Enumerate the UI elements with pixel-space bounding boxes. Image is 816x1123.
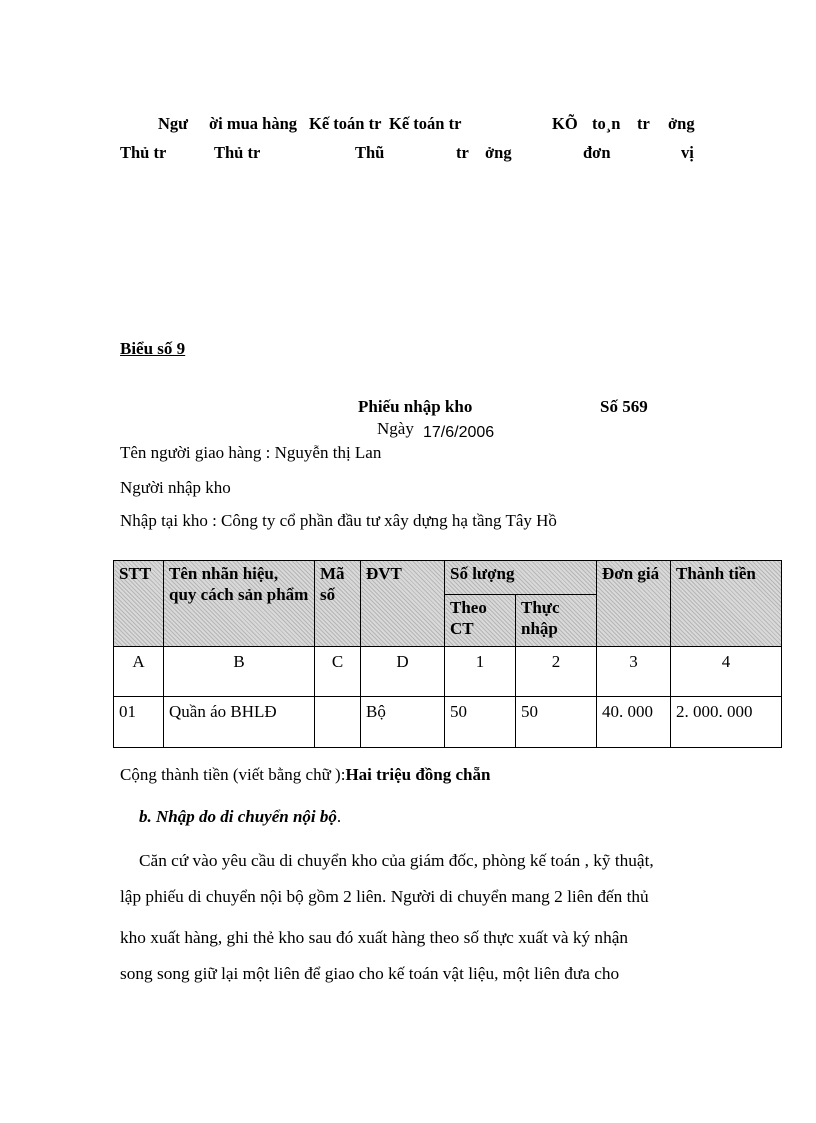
signature-keeper-2: Thủ tr bbox=[214, 143, 261, 162]
date-value: 17/6/2006 bbox=[423, 424, 495, 441]
signature-buyer-part2: ời mua hàng bbox=[209, 114, 297, 133]
paragraph-line: Căn cứ vào yêu cầu di chuyển kho của giám đốc, phòng kế toán , kỹ thuật, bbox=[139, 851, 654, 870]
code-cell: A bbox=[114, 647, 164, 697]
section-heading bbox=[139, 807, 341, 827]
header-product-name: Tên nhãn hiệu, quy cách sản phẩm bbox=[164, 561, 315, 647]
cell-qty-actual: 50 bbox=[516, 697, 597, 748]
form-code: Biểu số 9 bbox=[120, 339, 186, 358]
cell-unit: Bộ bbox=[361, 697, 445, 748]
code-cell: B bbox=[164, 647, 315, 697]
deliverer-field: Tên người giao hàng : Nguyễn thị Lan bbox=[120, 443, 382, 462]
cell-product-name: Quần áo BHLĐ bbox=[164, 697, 315, 748]
paragraph-line: lập phiếu di chuyển nội bộ gồm 2 liên. Người di chuyển mang 2 liên đến thủ bbox=[120, 887, 649, 906]
signature-chief-acc-3: tr bbox=[637, 114, 650, 133]
signature-chief-acc-2: to¸n bbox=[592, 114, 621, 133]
total-in-words bbox=[120, 765, 490, 785]
signature-buyer-part1: Ngư bbox=[158, 114, 189, 133]
signature-head-2: tr bbox=[456, 143, 469, 162]
header-code: Mã số bbox=[315, 561, 361, 647]
cell-code bbox=[315, 697, 361, 748]
cell-unit-price: 40. 000 bbox=[597, 697, 671, 748]
header-qty-per-document: Theo CT bbox=[445, 595, 516, 647]
table-header-row bbox=[114, 561, 782, 595]
signature-head-3: ởng bbox=[485, 143, 512, 162]
cell-total: 2. 000. 000 bbox=[671, 697, 782, 748]
header-stt: STT bbox=[114, 561, 164, 647]
header-quantity: Số lượng bbox=[445, 561, 597, 595]
table-code-row bbox=[114, 647, 782, 697]
document-number: Số 569 bbox=[600, 397, 648, 416]
signature-chief-acc-4: ởng bbox=[668, 114, 695, 133]
header-unit: ĐVT bbox=[361, 561, 445, 647]
date-label: Ngày bbox=[377, 419, 414, 438]
cell-stt: 01 bbox=[114, 697, 164, 748]
code-cell: 2 bbox=[516, 647, 597, 697]
code-cell: 4 bbox=[671, 647, 782, 697]
header-unit-price: Đơn giá bbox=[597, 561, 671, 647]
document-title: Phiếu nhập kho bbox=[358, 397, 473, 416]
code-cell: 3 bbox=[597, 647, 671, 697]
signature-keeper-1: Thủ tr bbox=[120, 143, 167, 162]
paragraph-line: kho xuất hàng, ghi thẻ kho sau đó xuất hàng theo số thực xuất và ký nhận bbox=[120, 928, 629, 947]
table-row bbox=[114, 697, 782, 748]
cell-qty-document: 50 bbox=[445, 697, 516, 748]
header-qty-actual: Thực nhập bbox=[516, 595, 597, 647]
header-total: Thành tiền bbox=[671, 561, 782, 647]
code-cell: 1 bbox=[445, 647, 516, 697]
signature-accountant-1: Kế toán tr bbox=[309, 114, 382, 133]
signature-unit-2: vị bbox=[681, 143, 694, 162]
signature-head-1: Thũ bbox=[355, 143, 385, 162]
total-in-words-value: Hai triệu đồng chẵn bbox=[345, 765, 491, 784]
signature-chief-acc-1: KÕ bbox=[552, 114, 578, 133]
paragraph-line: song song giữ lại một liên để giao cho kế toán vật liệu, một liên đưa cho bbox=[120, 964, 620, 983]
total-in-words-label: Cộng thành tiền (viết bằng chữ ): bbox=[120, 765, 346, 784]
signature-unit-1: đơn bbox=[583, 143, 611, 162]
code-cell: D bbox=[361, 647, 445, 697]
section-heading-text: b. Nhập do di chuyển nội bộ bbox=[139, 807, 337, 826]
code-cell: C bbox=[315, 647, 361, 697]
section-heading-period: . bbox=[336, 807, 342, 826]
goods-received-table bbox=[113, 560, 782, 748]
warehouse-field: Nhập tại kho : Công ty cổ phần đầu tư xây dựng hạ tầng Tây Hồ bbox=[120, 511, 557, 530]
receiver-field: Người nhập kho bbox=[120, 478, 231, 497]
signature-accountant-2: Kế toán tr bbox=[389, 114, 462, 133]
